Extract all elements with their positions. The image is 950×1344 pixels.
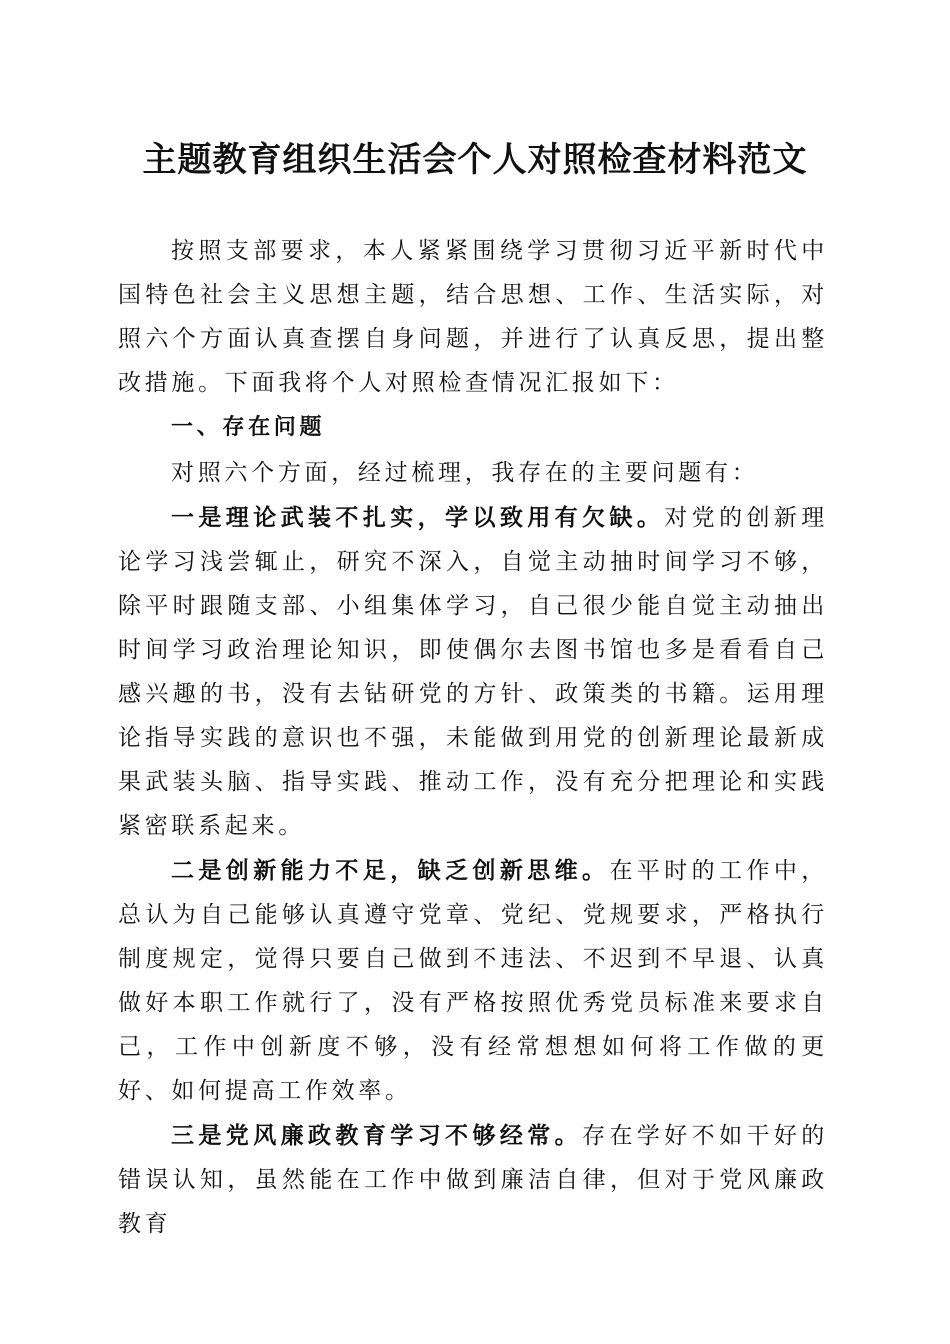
problem-item-3-lead: 三是党风廉政教育学习不够经常。	[171, 1122, 583, 1149]
problem-item-2-text: 在平时的工作中，总认为自己能够认真遵守党章、党纪、党规要求，严格执行制度规定，觉得只要自己做到不违法、不迟到不早退、认真做好本职工作就行了，没有严格按照优秀党员标准来要求自己，工作中创新度不够，没有经常想想如何将工作做的更好、如何提高工作效率。	[118, 858, 828, 1104]
section-intro-paragraph: 对照六个方面，经过梳理，我存在的主要问题有：	[171, 460, 759, 486]
problem-item-3	[118, 1114, 828, 1246]
problem-item-3-text: 存在学好不如干好的错误认知，虽然能在工作中做到廉洁自律，但对于党风廉政教育	[118, 1123, 828, 1237]
problem-item-2-lead: 二是创新能力不足，缺乏创新思维。	[171, 857, 610, 884]
document-title: 主题教育组织生活会个人对照检查材料范文	[142, 140, 808, 180]
problem-item-2	[118, 849, 828, 1113]
problem-item-1	[118, 496, 828, 848]
section-heading: 一、存在问题	[171, 415, 326, 440]
intro-paragraph: 按照支部要求，本人紧紧围绕学习贯彻习近平新时代中国特色社会主义思想主题，结合思想、工作、生活实际，对照六个方面认真查摆自身问题，并进行了认真反思，提出整改措施。下面我将个人对照检查情况汇报如下：	[118, 238, 828, 396]
problem-item-1-text: 对党的创新理论学习浅尝辄止，研究不深入，自觉主动抽时间学习不够，除平时跟随支部、小组集体学习，自己很少能自觉主动抽出时间学习政治理论知识，即使偶尔去图书馆也多是看看自己感兴趣的书，没有去钻研党的方针、政策类的书籍。运用理论指导实践的意识也不强，未能做到用党的创新理论最新成果武装头脑、指导实践、推动工作，没有充分把理论和实践紧密联系起来。	[118, 505, 829, 839]
problem-item-1-lead: 一是理论武装不扎实，学以致用有欠缺。	[171, 504, 665, 531]
document-body	[118, 229, 828, 1247]
